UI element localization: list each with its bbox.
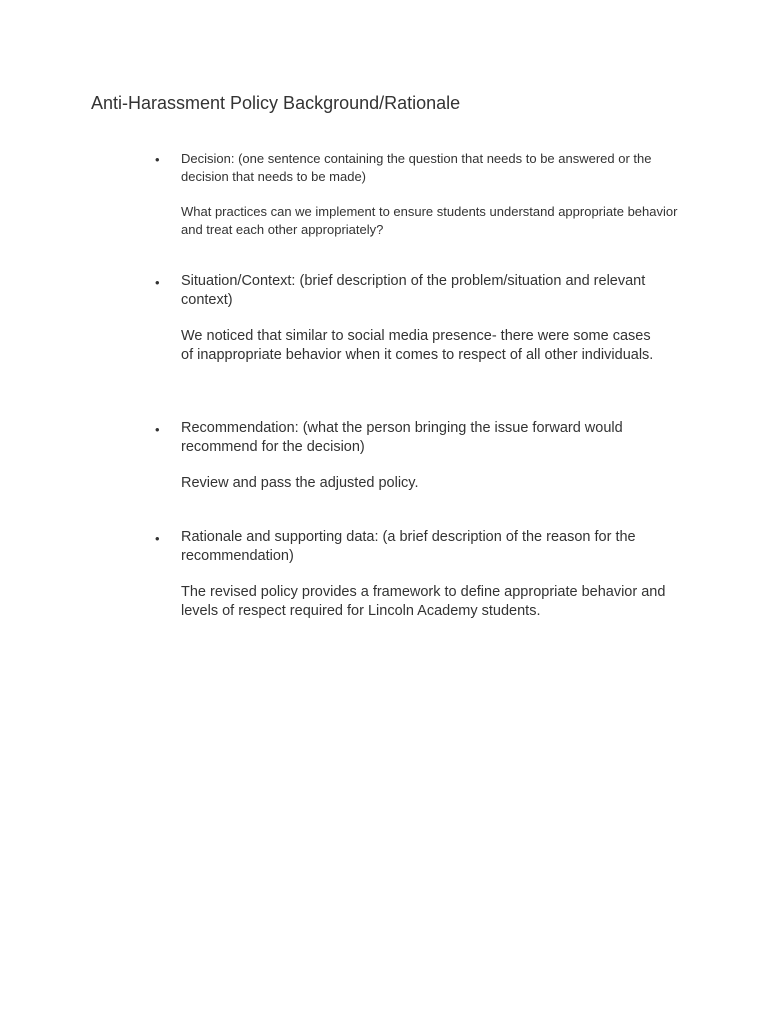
decision-label: Decision: (one sentence containing the question that needs to be answered or the decision that needs to be made) xyxy=(181,151,652,184)
bullet-icon: • xyxy=(155,152,160,167)
document-title: Anti-Harassment Policy Background/Rationale xyxy=(91,93,461,113)
rationale-label: Rationale and supporting data: (a brief description of the reason for the recommendation) xyxy=(181,529,636,564)
recommendation-label: Recommendation: (what the person bringing the issue forward would recommend for the decision) xyxy=(181,420,623,455)
bullet-icon: • xyxy=(155,422,160,437)
bullet-icon: • xyxy=(155,275,160,290)
situation-context-body: We noticed that similar to social media presence- there were some cases of inappropriate behavior when it comes to respect of all other individuals. xyxy=(181,328,654,363)
rationale-body: The revised policy provides a framework to define appropriate behavior and levels of respect required for Lincoln Academy students. xyxy=(181,584,666,619)
situation-context-label: Situation/Context: (brief description of the problem/situation and relevant context) xyxy=(181,273,646,308)
recommendation-body: Review and pass the adjusted policy. xyxy=(181,475,419,491)
bullet-icon: • xyxy=(155,531,160,546)
decision-body: What practices can we implement to ensure students understand appropriate behavior and treat each other appropriately? xyxy=(181,204,678,237)
